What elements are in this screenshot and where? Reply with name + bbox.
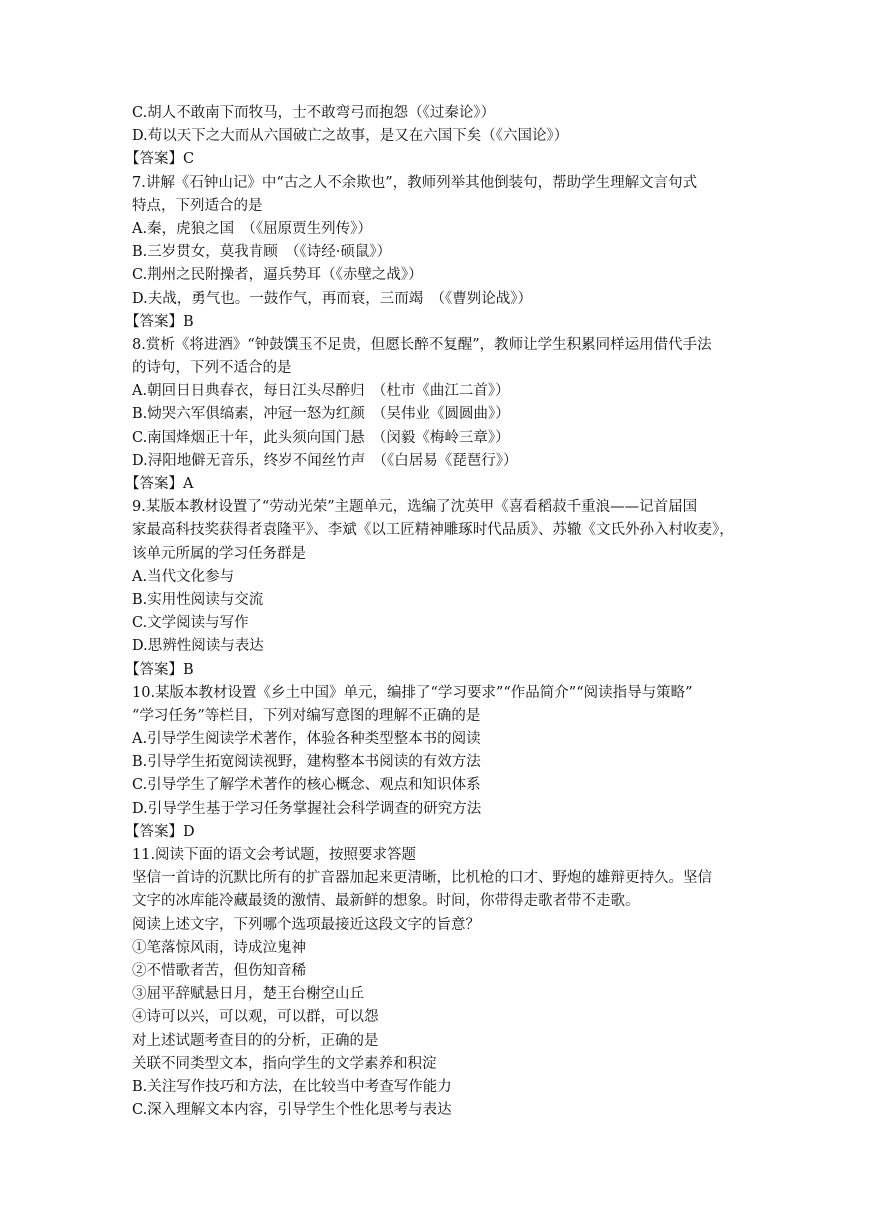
- option-line: D.思辨性阅读与表达: [132, 638, 264, 655]
- option-line: ②不惜歌者苦，但伤知音稀: [132, 962, 306, 979]
- question-line: 9.某版本教材设置了“劳动光荣”主题单元，选编了沈英甲《喜看稻菽千重浪——记首届国: [132, 499, 698, 516]
- option-line: D.夫战，勇气也。一鼓作气，再而衰，三而竭 （《曹刿论战》）: [132, 290, 532, 307]
- question-line: 该单元所属的学习任务群是: [132, 545, 306, 562]
- option-line: C.文学阅读与写作: [132, 615, 249, 632]
- passage-line: 阅读上述文字，下列哪个选项最接近这段文字的旨意？: [132, 916, 480, 933]
- document-page: [125, 102, 752, 1122]
- option-line: D.引导学生基于学习任务掌握社会科学调查的研究方法: [132, 800, 482, 817]
- question-line: 8.赏析《将进酒》“钟鼓馔玉不足贵，但愿长醉不复醒”，教师让学生积累同样运用借代手法: [132, 336, 712, 353]
- question-line: 的诗句，下列不适合的是: [132, 360, 292, 377]
- answer-line: 【答案】A: [125, 476, 194, 492]
- option-line: A.引导学生阅读学术著作，体验各种类型整本书的阅读: [132, 731, 481, 748]
- question-line: 10.某版本教材设置《乡土中国》单元，编排了“学习要求”“作品简介”“阅读指导与策略”: [132, 684, 693, 701]
- answer-line: 【答案】C: [125, 151, 195, 168]
- option-line: C.荆州之民附操者，逼兵势耳（《赤壁之战》）: [132, 267, 423, 284]
- option-line: ①笔落惊风雨，诗成泣鬼神: [132, 939, 306, 956]
- question-line: 7.讲解《石钟山记》中“古之人不余欺也”，教师列举其他倒装句，帮助学生理解文言句式: [132, 174, 698, 191]
- passage-line: 对上述试题考查目的的分析，正确的是: [132, 1032, 379, 1049]
- option-line: ③屈平辞赋悬日月，楚王台榭空山丘: [132, 986, 364, 1003]
- option-line: D.苟以天下之大而从六国破亡之故事，是又在六国下矣（《六国论》）: [132, 128, 569, 145]
- option-line: B.三岁贯女，莫我肯顾 （《诗经·硕鼠》）: [132, 244, 392, 261]
- question-line: 特点，下列适合的是: [132, 197, 263, 214]
- option-line: A.朝回日日典春衣，每日江头尽醉归 （杜市《曲江二首》）: [132, 383, 510, 400]
- answer-line: 【答案】D: [125, 823, 195, 840]
- passage-line: 坚信一首诗的沉默比所有的扩音器加起来更清晰，比机枪的口才、野炮的雄辩更持久。坚信: [132, 870, 712, 887]
- question-line: “学习任务”等栏目，下列对编写意图的理解不正确的是: [132, 707, 481, 724]
- option-line: C.胡人不敢南下而牧马，士不敢弯弓而抱怨（《过秦论》）: [132, 105, 496, 121]
- option-line: B.恸哭六军俱缟素，冲冠一怒为红颜 （吴伟业《圆圆曲》）: [132, 406, 510, 423]
- option-line: B.实用性阅读与交流: [132, 591, 264, 608]
- option-line: B.引导学生拓宽阅读视野，建构整本书阅读的有效方法: [132, 754, 481, 771]
- answer-line: 【答案】B: [125, 313, 194, 330]
- option-line: 关联不同类型文本，指向学生的文学素养和积淀: [132, 1055, 437, 1072]
- option-line: C.深入理解文本内容，引导学生个性化思考与表达: [132, 1102, 452, 1119]
- option-line: ④诗可以兴，可以观，可以群，可以怨: [132, 1009, 379, 1026]
- option-line: A.秦，虎狼之国 （《屈原贾生列传》）: [132, 220, 372, 237]
- option-line: C.引导学生了解学术著作的核心概念、观点和知识体系: [132, 777, 481, 794]
- passage-line: 文字的冰库能冷藏最烫的激情、最新鲜的想象。时间，你带得走歌者带不走歌。: [132, 893, 640, 910]
- option-line: C.南国烽烟正十年，此头须向国门悬 （闵毅《梅岭三章》）: [132, 429, 510, 446]
- question-line: 11.阅读下面的语文会考试题，按照要求答题: [132, 847, 417, 863]
- answer-line: 【答案】B: [125, 661, 194, 678]
- option-line: D.浔阳地僻无音乐，终岁不闻丝竹声 （《白居易《琵琶行》）: [132, 452, 518, 469]
- option-line: A.当代文化参与: [132, 568, 235, 585]
- question-line: 家最高科技奖获得者袁隆平》、李斌《以工匠精神雕琢时代品质》、苏辙《文氏外孙入村收麦》，: [132, 522, 734, 539]
- option-line: B.关注写作技巧和方法，在比较当中考查写作能力: [132, 1078, 452, 1095]
